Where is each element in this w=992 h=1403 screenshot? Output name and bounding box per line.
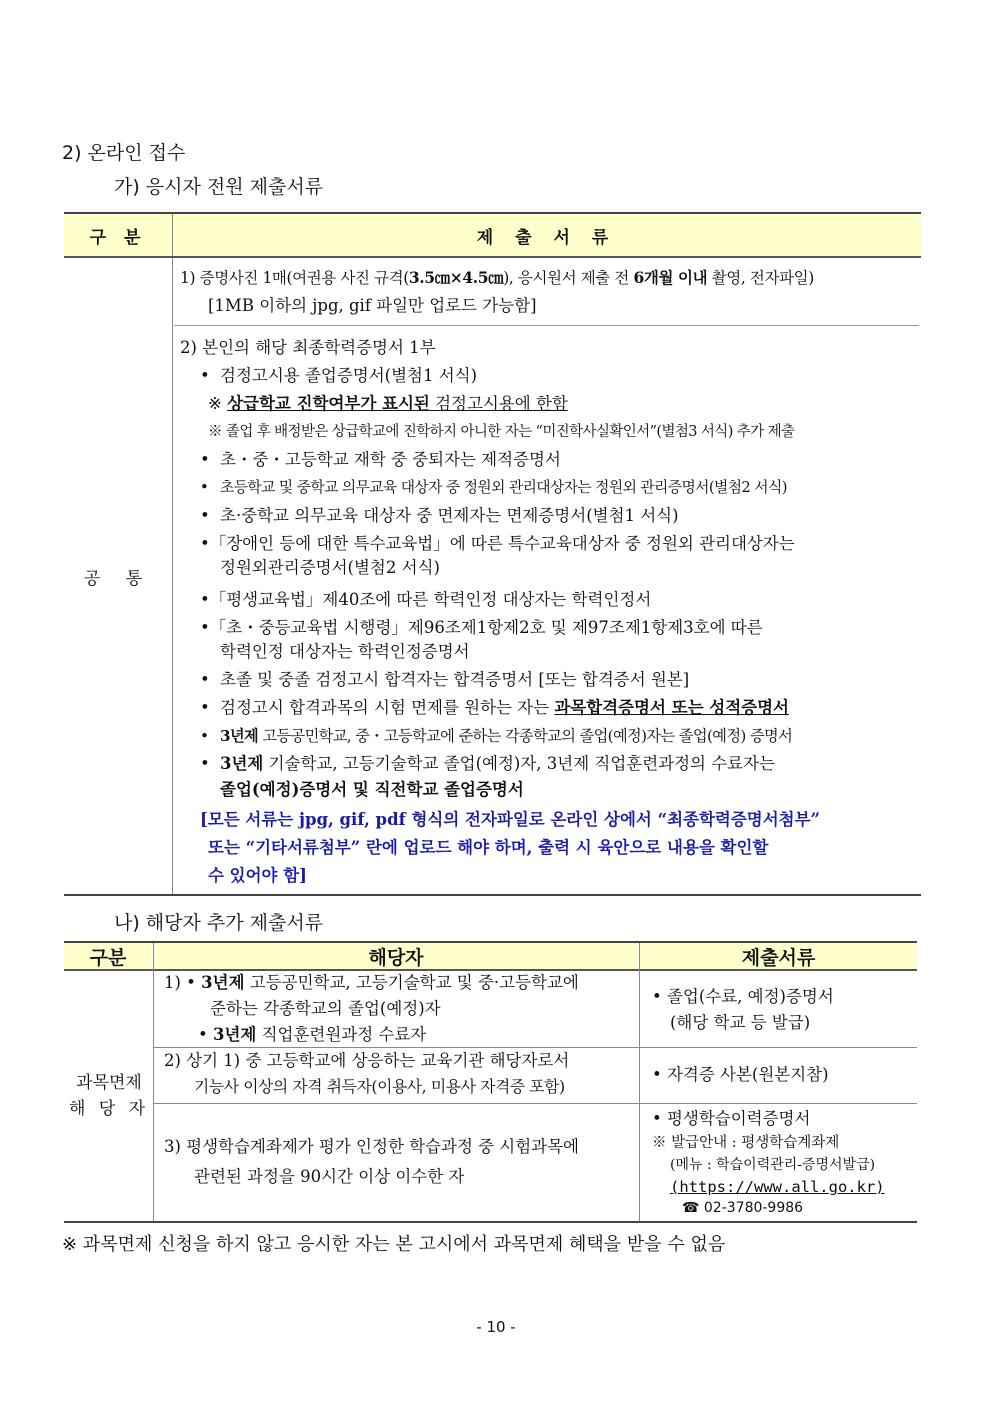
header-eligible: 해당자: [154, 943, 638, 969]
row3-doc-1: • 평생학습이력증명서: [652, 1109, 811, 1128]
table-header: [64, 214, 921, 258]
row1-doc-1: • 졸업(수료, 예정)증명서: [652, 987, 834, 1006]
subsection-a-title: 가) 응시자 전원 제출서류: [114, 176, 324, 198]
photo-line-1: 1) 증명사진 1매(여권용 사진 규격(3.5㎝×4.5㎝), 응시원서 제출 전 6개월 이내 촬영, 전자파일): [180, 268, 814, 287]
edu-title: 2) 본인의 해당 최종학력증명서 1부: [180, 338, 436, 357]
notice-line-3: 수 있어야 함]: [208, 866, 307, 885]
row1-line-3: • 3년제 직업훈련원과정 수료자: [198, 1025, 427, 1044]
edu-bullet-7-cont: 학력인정 대상자는 학력인정증명서: [220, 642, 470, 661]
edu-bullet-10: • 3년제 고등공민학교, 중・고등학교에 준하는 각종학교의 졸업(예정)자는 졸업(예정) 증명서: [220, 726, 792, 746]
row2-doc: • 자격증 사본(원본지참): [652, 1065, 829, 1084]
section-title: 2) 온라인 접수: [62, 142, 186, 164]
edu-bullet-1: • 검정고시용 졸업증명서(별첨1 서식): [220, 366, 477, 386]
edu-note-2: ※ 졸업 후 배정받은 상급학교에 진학하지 아니한 자는 “미진학사실확인서”(별첨3 서식) 추가 제출: [208, 424, 795, 440]
row2-line-1: 2) 상기 1) 중 고등학교에 상응하는 교육기관 해당자로서: [164, 1051, 570, 1070]
table2-header: [64, 943, 917, 971]
header-category: 구분: [64, 943, 152, 969]
edu-note-1: ※ 상급학교 진학여부가 표시된 검정고시용에 한함: [208, 394, 568, 413]
edu-bullet-5-cont: 정원외관리증명서(별첨2 서식): [220, 558, 440, 577]
edu-bullet-3: • 초등학교 및 중학교 의무교육 대상자 중 정원외 관리대상자는 정원외 관리증명서(별첨2 서식): [220, 478, 787, 498]
row1-doc-2: (해당 학교 등 발급): [670, 1013, 811, 1032]
row3-doc-2: ※ 발급안내 : 평생학습계좌제: [652, 1135, 840, 1151]
header-documents: 제 출 서 류: [476, 227, 617, 248]
row3-doc-4-link[interactable]: (https://www.all.go.kr): [670, 1178, 885, 1196]
edu-bullet-4: • 초·중학교 의무교육 대상자 중 면제자는 면제증명서(별첨1 서식): [220, 506, 679, 526]
row3-doc-5-phone: ☎ 02-3780-9986: [682, 1200, 804, 1216]
row3-doc-3: (메뉴 : 학습이력관리-증명서발급): [670, 1157, 876, 1173]
header-category: 구 분: [64, 214, 173, 256]
required-documents-table: [64, 212, 921, 896]
notice-line-1: [모든 서류는 jpg, gif, pdf 형식의 전자파일로 온라인 상에서 “최종학력증명서첨부”: [200, 810, 821, 829]
row2-line-2: 기능사 이상의 자격 취득자(이용사, 미용사 자격증 포함): [194, 1077, 565, 1096]
edu-bullet-2: • 초・중・고등학교 재학 중 중퇴자는 제적증명서: [220, 450, 561, 470]
row3-line-2: 관련된 과정을 90시간 이상 이수한 자: [194, 1167, 465, 1186]
notice-line-2: 또는 “기타서류첨부” 란에 업로드 해야 하며, 출력 시 육안으로 내용을 확인할: [208, 838, 769, 857]
edu-bullet-6: •「평생교육법」제40조에 따른 학력인정 대상자는 학력인정서: [200, 590, 652, 609]
row-label-exemption-1: 과목면제: [76, 1073, 142, 1093]
edu-bullet-9: • 검정고시 합격과목의 시험 면제를 원하는 자는 과목합격증명서 또는 성적증명서: [220, 698, 789, 718]
edu-bullet-8: • 초졸 및 중졸 검정고시 합격자는 합격증명서 [또는 합격증서 원본]: [220, 670, 689, 690]
item-education-certificate: [174, 330, 919, 892]
item-photo: [174, 262, 919, 326]
row1-line-2: 준하는 각종학교의 졸업(예정)자: [210, 999, 441, 1018]
footnote: ※ 과목면제 신청을 하지 않고 응시한 자는 본 고시에서 과목면제 혜택을 받을 수 없음: [62, 1234, 726, 1255]
edu-bullet-5: •「장애인 등에 대한 특수교육법」에 따른 특수교육대상자 중 정원외 관리대상자는: [200, 534, 795, 553]
row1-line-1: 1) • 3년제 고등공민학교, 고등기술학교 및 중·고등학교에: [164, 973, 579, 992]
row-label-exemption-2: 해 당 자: [68, 1099, 150, 1119]
edu-bullet-11-cont: 졸업(예정)증명서 및 직전학교 졸업증명서: [220, 780, 524, 799]
row-label-common: 공 통: [64, 258, 173, 894]
header-submission: 제출서류: [640, 943, 917, 969]
photo-line-2: [1MB 이하의 jpg, gif 파일만 업로드 가능함]: [208, 296, 537, 315]
subsection-b-title: 나) 해당자 추가 제출서류: [114, 912, 324, 934]
additional-documents-table: [64, 941, 917, 1223]
edu-bullet-11: • 3년제 기술학교, 고등기술학교 졸업(예정)자, 3년제 직업훈련과정의 수료자는: [220, 754, 775, 774]
row3-line-1: 3) 평생학습계좌제가 평가 인정한 학습과정 중 시험과목에: [164, 1137, 580, 1156]
page-number: - 10 -: [476, 1318, 516, 1336]
edu-bullet-7: •「초・중등교육법 시행령」제96조제1항제2호 및 제97조제1항제3호에 따른: [200, 618, 763, 637]
